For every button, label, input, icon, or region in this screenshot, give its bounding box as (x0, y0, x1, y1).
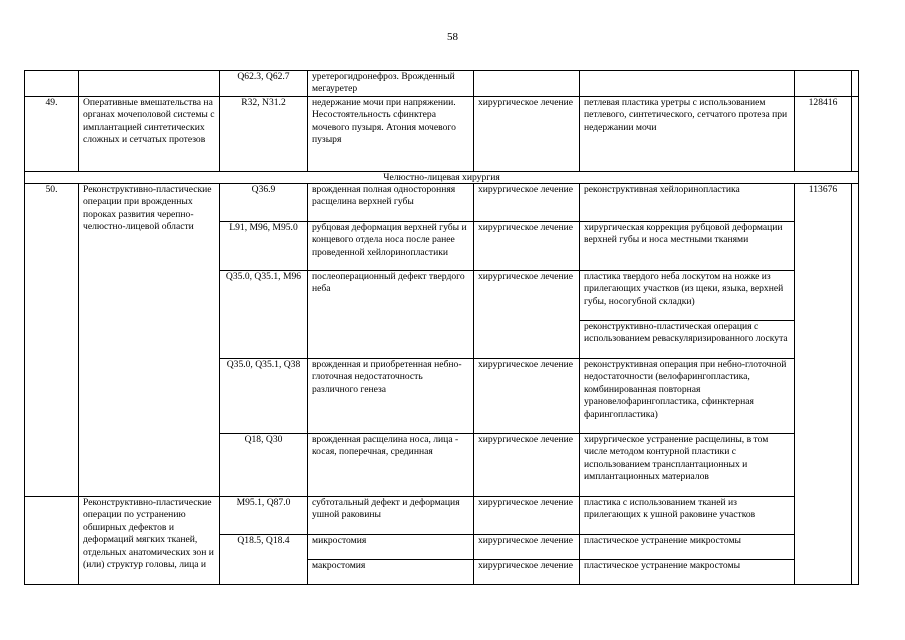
icd-codes: Q18.5, Q18.4 (220, 535, 308, 585)
row-number (25, 71, 79, 97)
treatment-type: хирургическое лечение (474, 560, 580, 585)
patient-model: рубцовая деформация верхней губы и концевого отдела носа после ранее проведенной хейлоринопластики (308, 222, 474, 271)
section-row (25, 172, 859, 184)
treatment-type (474, 71, 580, 97)
section-title: Челюстно-лицевая хирургия (25, 172, 859, 184)
patient-model: субтотальный дефект и деформация ушной раковины (308, 497, 474, 535)
treatment-method: реконструктивная хейлоринопластика (580, 184, 795, 222)
treatment-type: хирургическое лечение (474, 222, 580, 271)
patient-model: недержание мочи при напряжении. Несостоятельность сфинктера мочевого пузыря. Атония мочевого пузыря (308, 97, 474, 172)
page-number: 58 (447, 31, 458, 43)
treatment-type: хирургическое лечение (474, 359, 580, 434)
treatment-method (580, 71, 795, 97)
treatment-type: хирургическое лечение (474, 97, 580, 172)
cost-value (795, 71, 852, 97)
row-number: 49. (25, 97, 79, 172)
patient-model: микростомия (308, 535, 474, 560)
table-row (25, 184, 859, 222)
patient-model: послеоперационный дефект твердого неба (308, 271, 474, 359)
treatment-method: пластика твердого неба лоскутом на ножке из прилегающих участков (из щеки, языка, верхней губы, носогубной складки) (580, 271, 795, 321)
treatment-method: пластическое устранение микростомы (580, 535, 795, 560)
patient-model: врожденная и приобретенная небно-глоточная недостаточность различного генеза (308, 359, 474, 434)
cost-value: 113676 (795, 184, 852, 585)
icd-codes: Q35.0, Q35.1, M96 (220, 271, 308, 359)
treatment-type: хирургическое лечение (474, 434, 580, 497)
treatment-type: хирургическое лечение (474, 497, 580, 535)
treatment-method: хирургическое устранение расщелины, в том числе методом контурной пластики с использованием трансплантационных и имплантационных материалов (580, 434, 795, 497)
intervention-name: Реконструктивно-пластические операции при врожденных пороках развития черепно-челюстно-лицевой области (79, 184, 220, 497)
icd-codes: Q36.9 (220, 184, 308, 222)
table-row (25, 97, 859, 172)
treatment-type: хирургическое лечение (474, 535, 580, 560)
treatment-type: хирургическое лечение (474, 271, 580, 359)
table-row (25, 71, 859, 97)
medical-care-table (24, 70, 859, 585)
table-row (25, 497, 859, 535)
icd-codes: Q62.3, Q62.7 (220, 71, 308, 97)
intervention-name: Реконструктивно-пластические операции по устранению обширных дефектов и деформаций мягких тканей, отдельных анатомических зон и (или) структур головы, лица и (79, 497, 220, 585)
treatment-method: хирургическая коррекция рубцовой деформации верхней губы и носа местными тканями (580, 222, 795, 271)
patient-model: врожденная полная односторонняя расщелина верхней губы (308, 184, 474, 222)
row-number: 50. (25, 184, 79, 497)
treatment-method: пластика с использованием тканей из прилегающих к ушной раковине участков (580, 497, 795, 535)
patient-model: макростомия (308, 560, 474, 585)
patient-model: врожденная расщелина носа, лица - косая, поперечная, срединная (308, 434, 474, 497)
icd-codes: Q35.0, Q35.1, Q38 (220, 359, 308, 434)
icd-codes: L91, M96, M95.0 (220, 222, 308, 271)
treatment-method: петлевая пластика уретры с использованием петлевого, синтетического, сетчатого протеза при недержании мочи (580, 97, 795, 172)
cost-value: 128416 (795, 97, 852, 172)
icd-codes: M95.1, Q87.0 (220, 497, 308, 535)
treatment-method: реконструктивно-пластическая операция с использованием реваскуляризированного лоскута (580, 321, 795, 359)
icd-codes: Q18, Q30 (220, 434, 308, 497)
intervention-name (79, 71, 220, 97)
patient-model: уретерогидронефроз. Врожденный мегауретер (308, 71, 474, 97)
icd-codes: R32, N31.2 (220, 97, 308, 172)
treatment-method: реконструктивная операция при небно-глоточной недостаточности (велофарингопластика, комбинированная повторная урановелофарингопластика, сфинктерная фарингопластика) (580, 359, 795, 434)
treatment-method: пластическое устранение макростомы (580, 560, 795, 585)
treatment-type: хирургическое лечение (474, 184, 580, 222)
intervention-name: Оперативные вмешательства на органах мочеполовой системы с имплантацией синтетических сложных и сетчатых протезов (79, 97, 220, 172)
